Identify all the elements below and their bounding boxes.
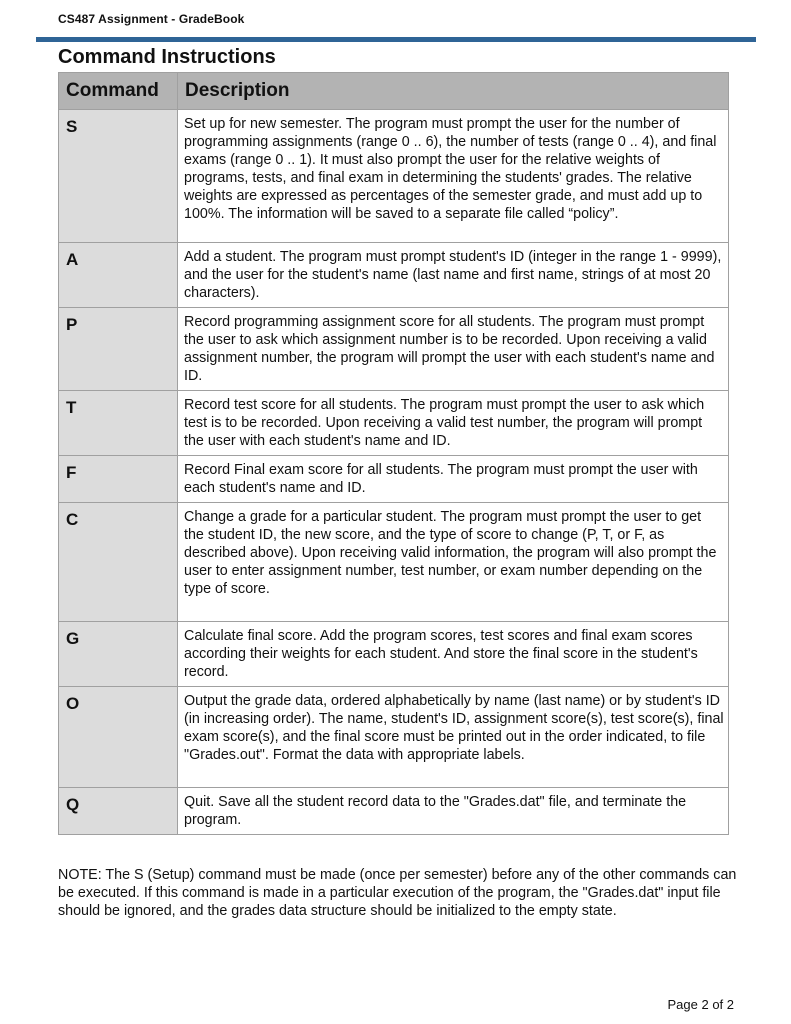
column-header-description: Description — [178, 73, 729, 110]
description-cell: Record Final exam score for all students. The program must prompt the user with each student's name and ID. — [178, 456, 729, 503]
command-cell: T — [59, 391, 178, 456]
command-cell: F — [59, 456, 178, 503]
description-cell: Record test score for all students. The program must prompt the user to ask which test is to be recorded. Upon receiving a valid test number, the program will prompt the user with each student's name and ID. — [178, 391, 729, 456]
command-cell: O — [59, 687, 178, 788]
description-cell: Output the grade data, ordered alphabetically by name (last name) or by student's ID (in increasing order). The name, student's ID, assignment score(s), test score(s), final exam score(s), and the final score must be printed out in the order indicated, to file "Grades.out". Format the data with appropriate labels. — [178, 687, 729, 788]
description-cell: Change a grade for a particular student. The program must prompt the user to get the student ID, the new score, and the type of score to change (P, T, or F, as described above). Upon receiving valid information, the program will also prompt the user to enter assignment number, test number, or exam number depending on the type of score. — [178, 503, 729, 622]
description-cell: Quit. Save all the student record data to the "Grades.dat" file, and terminate the program. — [178, 788, 729, 835]
description-cell: Set up for new semester. The program must prompt the user for the number of programming assignments (range 0 .. 6), the number of tests (range 0 .. 4), and final exams (range 0 .. 1). It must also prompt the user for the relative weights of programs, tests, and final exam in determining the students' grades. The relative weights are expressed as percentages of the semester grade, and must add up to 100%. The information will be saved to a separate file called “policy”. — [178, 110, 729, 243]
table-row — [59, 622, 729, 687]
setup-note: NOTE: The S (Setup) command must be made (once per semester) before any of the other commands can be executed. If this command is made in a particular execution of the program, the "Grades.dat" input file should be ignored, and the grades data structure should be initialized to the empty state. — [58, 867, 737, 919]
running-header: CS487 Assignment - GradeBook — [58, 12, 245, 26]
section-title: Command Instructions — [58, 46, 276, 68]
table-row — [59, 308, 729, 391]
table-row — [59, 110, 729, 243]
description-cell: Add a student. The program must prompt student's ID (integer in the range 1 - 9999), and the user for the student's name (last name and first name, strings of at most 20 characters). — [178, 243, 729, 308]
table-row — [59, 687, 729, 788]
table-header-row — [59, 73, 729, 110]
command-cell: A — [59, 243, 178, 308]
column-header-command: Command — [59, 73, 178, 110]
table-row — [59, 503, 729, 622]
command-cell: C — [59, 503, 178, 622]
page-number: Page 2 of 2 — [667, 997, 734, 1012]
command-table — [58, 72, 729, 835]
command-cell: S — [59, 110, 178, 243]
command-cell: G — [59, 622, 178, 687]
table-row — [59, 243, 729, 308]
table-row — [59, 391, 729, 456]
header-rule — [36, 37, 756, 42]
table-row — [59, 788, 729, 835]
description-cell: Record programming assignment score for all students. The program must prompt the user to ask which assignment number is to be recorded. Upon receiving a valid assignment number, the program will prompt the user with each student's name and ID. — [178, 308, 729, 391]
table-row — [59, 456, 729, 503]
command-cell: P — [59, 308, 178, 391]
command-cell: Q — [59, 788, 178, 835]
description-cell: Calculate final score. Add the program scores, test scores and final exam scores according their weights for each student. And store the final score in the student's record. — [178, 622, 729, 687]
